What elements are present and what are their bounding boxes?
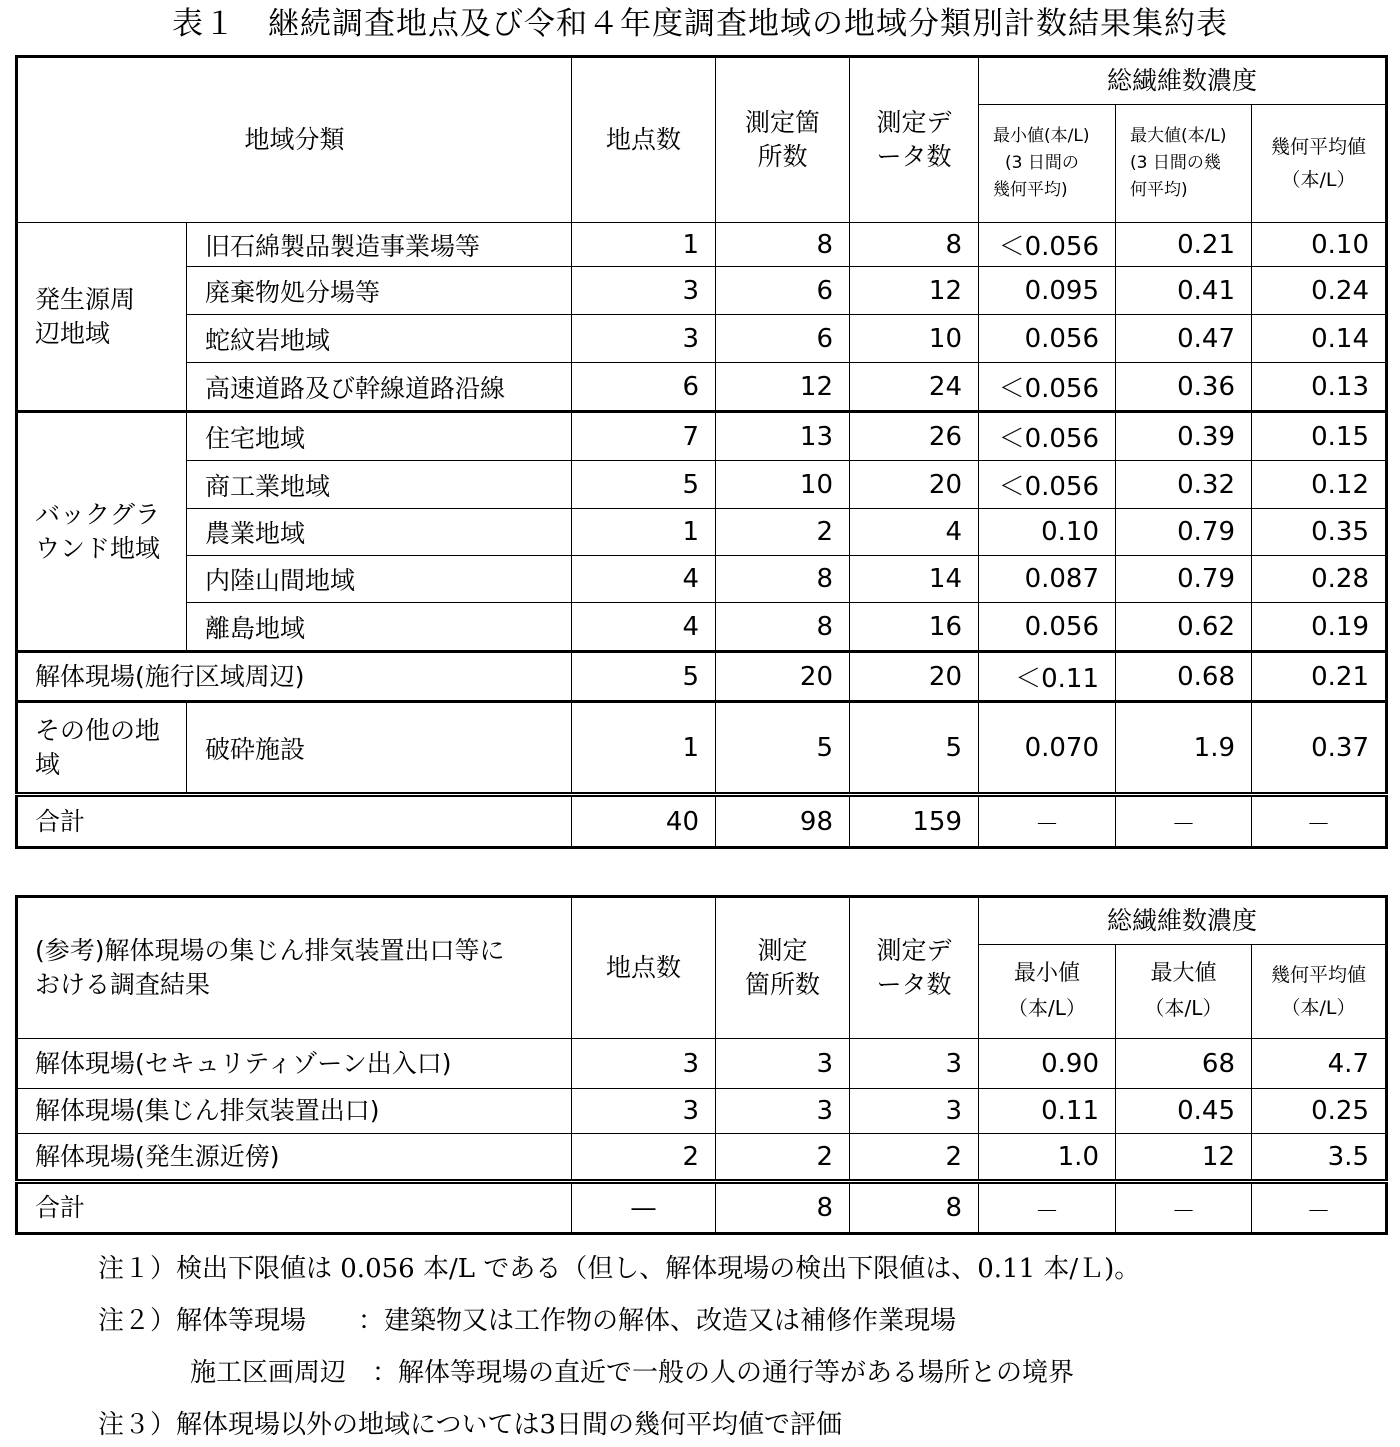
- table-row: [17, 1089, 1387, 1134]
- cell-points: 3: [572, 315, 716, 363]
- cell-geo: 0.25: [1252, 1089, 1387, 1134]
- row-label: 高速道路及び幹線道路沿線: [187, 363, 572, 412]
- group-other: その他の地 域: [17, 702, 187, 795]
- cell-points: 3: [572, 1089, 716, 1134]
- row-label: 住宅地域: [187, 412, 572, 461]
- cell-geo: 4.7: [1252, 1039, 1387, 1089]
- table-row: [17, 461, 1387, 509]
- cell-data: 26: [850, 412, 979, 461]
- cell-geo: 0.19: [1252, 603, 1387, 652]
- table-row: [17, 363, 1387, 412]
- header-min: 最小値 （本/L）: [979, 945, 1116, 1039]
- cell-min: ＜0.11: [979, 652, 1116, 702]
- header-concentration: 総繊維数濃度: [979, 897, 1387, 945]
- row-label: 廃棄物処分場等: [187, 267, 572, 315]
- table-row: [17, 652, 1387, 702]
- row-label: 旧石綿製品製造事業場等: [187, 223, 572, 267]
- header-points: 地点数: [572, 897, 716, 1039]
- cell-max: 0.62: [1116, 603, 1252, 652]
- reference-table: [15, 895, 1388, 1235]
- cell-sites: 2: [716, 509, 850, 556]
- cell-geo: 0.37: [1252, 702, 1387, 795]
- cell-max: 0.41: [1116, 267, 1252, 315]
- cell-min: ＜0.056: [979, 223, 1116, 267]
- cell-min: 1.0: [979, 1134, 1116, 1182]
- row-label: 農業地域: [187, 509, 572, 556]
- cell-min: ＜0.056: [979, 461, 1116, 509]
- header-max: 最大値(本/L) (3 日間の幾 何平均): [1116, 105, 1252, 223]
- note-3: 注３）解体現場以外の地域については3日間の幾何平均値で評価: [98, 1410, 843, 1440]
- cell-min: 0.10: [979, 509, 1116, 556]
- cell-data: 3: [850, 1089, 979, 1134]
- cell-points: 5: [572, 652, 716, 702]
- summary-table: [15, 55, 1388, 849]
- cell-points: 7: [572, 412, 716, 461]
- cell-max: 0.68: [1116, 652, 1252, 702]
- cell-min: 0.087: [979, 556, 1116, 603]
- table-row: [17, 1134, 1387, 1182]
- cell-points: 1: [572, 223, 716, 267]
- note-2a: 注２）解体等現場 ：建築物又は工作物の解体、改造又は補修作業現場: [98, 1306, 957, 1336]
- cell-min: 0.095: [979, 267, 1116, 315]
- cell-sites: 8: [716, 556, 850, 603]
- row-label: 合計: [17, 795, 572, 848]
- header-region: (参考)解体現場の集じん排気装置出口等に おける調査結果: [17, 897, 572, 1039]
- note-1: 注１）検出下限値は 0.056 本/L である（但し、解体現場の検出下限値は、0.11 本/Ｌ)。: [98, 1254, 1141, 1284]
- cell-points: 3: [572, 1039, 716, 1089]
- row-label: 解体現場(集じん排気装置出口): [17, 1089, 572, 1134]
- cell-geo: 0.12: [1252, 461, 1387, 509]
- cell-min: －: [979, 795, 1116, 848]
- cell-sites: 2: [716, 1134, 850, 1182]
- group-background: バックグラ ウンド地域: [17, 412, 187, 652]
- row-label: 合計: [17, 1182, 572, 1234]
- header-data: 測定デ ータ数: [850, 897, 979, 1039]
- header-max: 最大値 （本/L）: [1116, 945, 1252, 1039]
- cell-max: －: [1116, 1182, 1252, 1234]
- cell-data: 4: [850, 509, 979, 556]
- cell-data: 5: [850, 702, 979, 795]
- cell-data: 20: [850, 461, 979, 509]
- cell-points: 4: [572, 603, 716, 652]
- row-label: 解体現場(セキュリティゾーン出入口): [17, 1039, 572, 1089]
- page-title: 表１ 継続調査地点及び令和４年度調査地域の地域分類別計数結果集約表: [172, 6, 1228, 42]
- cell-max: 0.79: [1116, 509, 1252, 556]
- cell-sites: 3: [716, 1039, 850, 1089]
- cell-data: 16: [850, 603, 979, 652]
- cell-points: 4: [572, 556, 716, 603]
- table-row: [17, 509, 1387, 556]
- cell-data: 14: [850, 556, 979, 603]
- cell-points: 5: [572, 461, 716, 509]
- cell-sites: 98: [716, 795, 850, 848]
- cell-data: 2: [850, 1134, 979, 1182]
- cell-min: 0.056: [979, 603, 1116, 652]
- cell-data: 10: [850, 315, 979, 363]
- cell-max: 0.21: [1116, 223, 1252, 267]
- cell-max: 0.79: [1116, 556, 1252, 603]
- cell-max: 1.9: [1116, 702, 1252, 795]
- cell-sites: 6: [716, 315, 850, 363]
- cell-data: 8: [850, 223, 979, 267]
- table-row: [17, 702, 1387, 795]
- header-geo-mean: 幾何平均値 （本/L）: [1252, 945, 1387, 1039]
- group-source: 発生源周 辺地域: [17, 223, 187, 412]
- cell-min: ＜0.056: [979, 363, 1116, 412]
- cell-sites: 8: [716, 223, 850, 267]
- cell-sites: 3: [716, 1089, 850, 1134]
- table-row: [17, 603, 1387, 652]
- cell-geo: 3.5: [1252, 1134, 1387, 1182]
- cell-max: 0.45: [1116, 1089, 1252, 1134]
- cell-geo: 0.21: [1252, 652, 1387, 702]
- cell-geo: 0.24: [1252, 267, 1387, 315]
- table-row-total: [17, 795, 1387, 848]
- header-sites: 測定箇 所数: [716, 57, 850, 223]
- cell-points: 2: [572, 1134, 716, 1182]
- table-row: [17, 1039, 1387, 1089]
- cell-geo: 0.13: [1252, 363, 1387, 412]
- cell-max: 0.32: [1116, 461, 1252, 509]
- cell-data: 159: [850, 795, 979, 848]
- cell-points: 40: [572, 795, 716, 848]
- note-2b: 施工区画周辺 ：解体等現場の直近で一般の人の通行等がある場所との境界: [190, 1358, 1075, 1388]
- cell-sites: 5: [716, 702, 850, 795]
- cell-max: 0.47: [1116, 315, 1252, 363]
- cell-geo: 0.35: [1252, 509, 1387, 556]
- cell-sites: 8: [716, 1182, 850, 1234]
- cell-data: 20: [850, 652, 979, 702]
- row-label: 破砕施設: [187, 702, 572, 795]
- cell-max: －: [1116, 795, 1252, 848]
- cell-data: 8: [850, 1182, 979, 1234]
- cell-geo: 0.15: [1252, 412, 1387, 461]
- cell-max: 0.36: [1116, 363, 1252, 412]
- cell-sites: 12: [716, 363, 850, 412]
- row-label: 内陸山間地域: [187, 556, 572, 603]
- header-data: 測定デ ータ数: [850, 57, 979, 223]
- header-points: 地点数: [572, 57, 716, 223]
- cell-geo: －: [1252, 1182, 1387, 1234]
- table-row: [17, 412, 1387, 461]
- header-min: 最小値(本/L) (3 日間の 幾何平均): [979, 105, 1116, 223]
- header-concentration: 総繊維数濃度: [979, 57, 1387, 105]
- row-label: 商工業地域: [187, 461, 572, 509]
- table-row: [17, 267, 1387, 315]
- row-label: 離島地域: [187, 603, 572, 652]
- cell-data: 12: [850, 267, 979, 315]
- table-row: [17, 315, 1387, 363]
- table-row: [17, 223, 1387, 267]
- cell-sites: 20: [716, 652, 850, 702]
- cell-sites: 13: [716, 412, 850, 461]
- cell-sites: 8: [716, 603, 850, 652]
- header-region: 地域分類: [17, 57, 572, 223]
- cell-data: 24: [850, 363, 979, 412]
- table-row-total: [17, 1182, 1387, 1234]
- cell-min: 0.056: [979, 315, 1116, 363]
- cell-sites: 10: [716, 461, 850, 509]
- cell-max: 12: [1116, 1134, 1252, 1182]
- cell-geo: 0.10: [1252, 223, 1387, 267]
- cell-geo: 0.14: [1252, 315, 1387, 363]
- cell-min: 0.070: [979, 702, 1116, 795]
- cell-max: 0.39: [1116, 412, 1252, 461]
- header-sites: 測定 箇所数: [716, 897, 850, 1039]
- header-geo-mean: 幾何平均値 （本/L）: [1252, 105, 1387, 223]
- row-label: 蛇紋岩地域: [187, 315, 572, 363]
- cell-sites: 6: [716, 267, 850, 315]
- cell-min: 0.90: [979, 1039, 1116, 1089]
- cell-points: ―: [572, 1182, 716, 1234]
- row-label: 解体現場(発生源近傍): [17, 1134, 572, 1182]
- cell-min: ＜0.056: [979, 412, 1116, 461]
- cell-min: 0.11: [979, 1089, 1116, 1134]
- cell-min: －: [979, 1182, 1116, 1234]
- cell-data: 3: [850, 1039, 979, 1089]
- cell-points: 6: [572, 363, 716, 412]
- row-label: 解体現場(施行区域周辺): [17, 652, 572, 702]
- cell-max: 68: [1116, 1039, 1252, 1089]
- cell-geo: －: [1252, 795, 1387, 848]
- cell-geo: 0.28: [1252, 556, 1387, 603]
- table-row: [17, 556, 1387, 603]
- cell-points: 1: [572, 702, 716, 795]
- cell-points: 3: [572, 267, 716, 315]
- cell-points: 1: [572, 509, 716, 556]
